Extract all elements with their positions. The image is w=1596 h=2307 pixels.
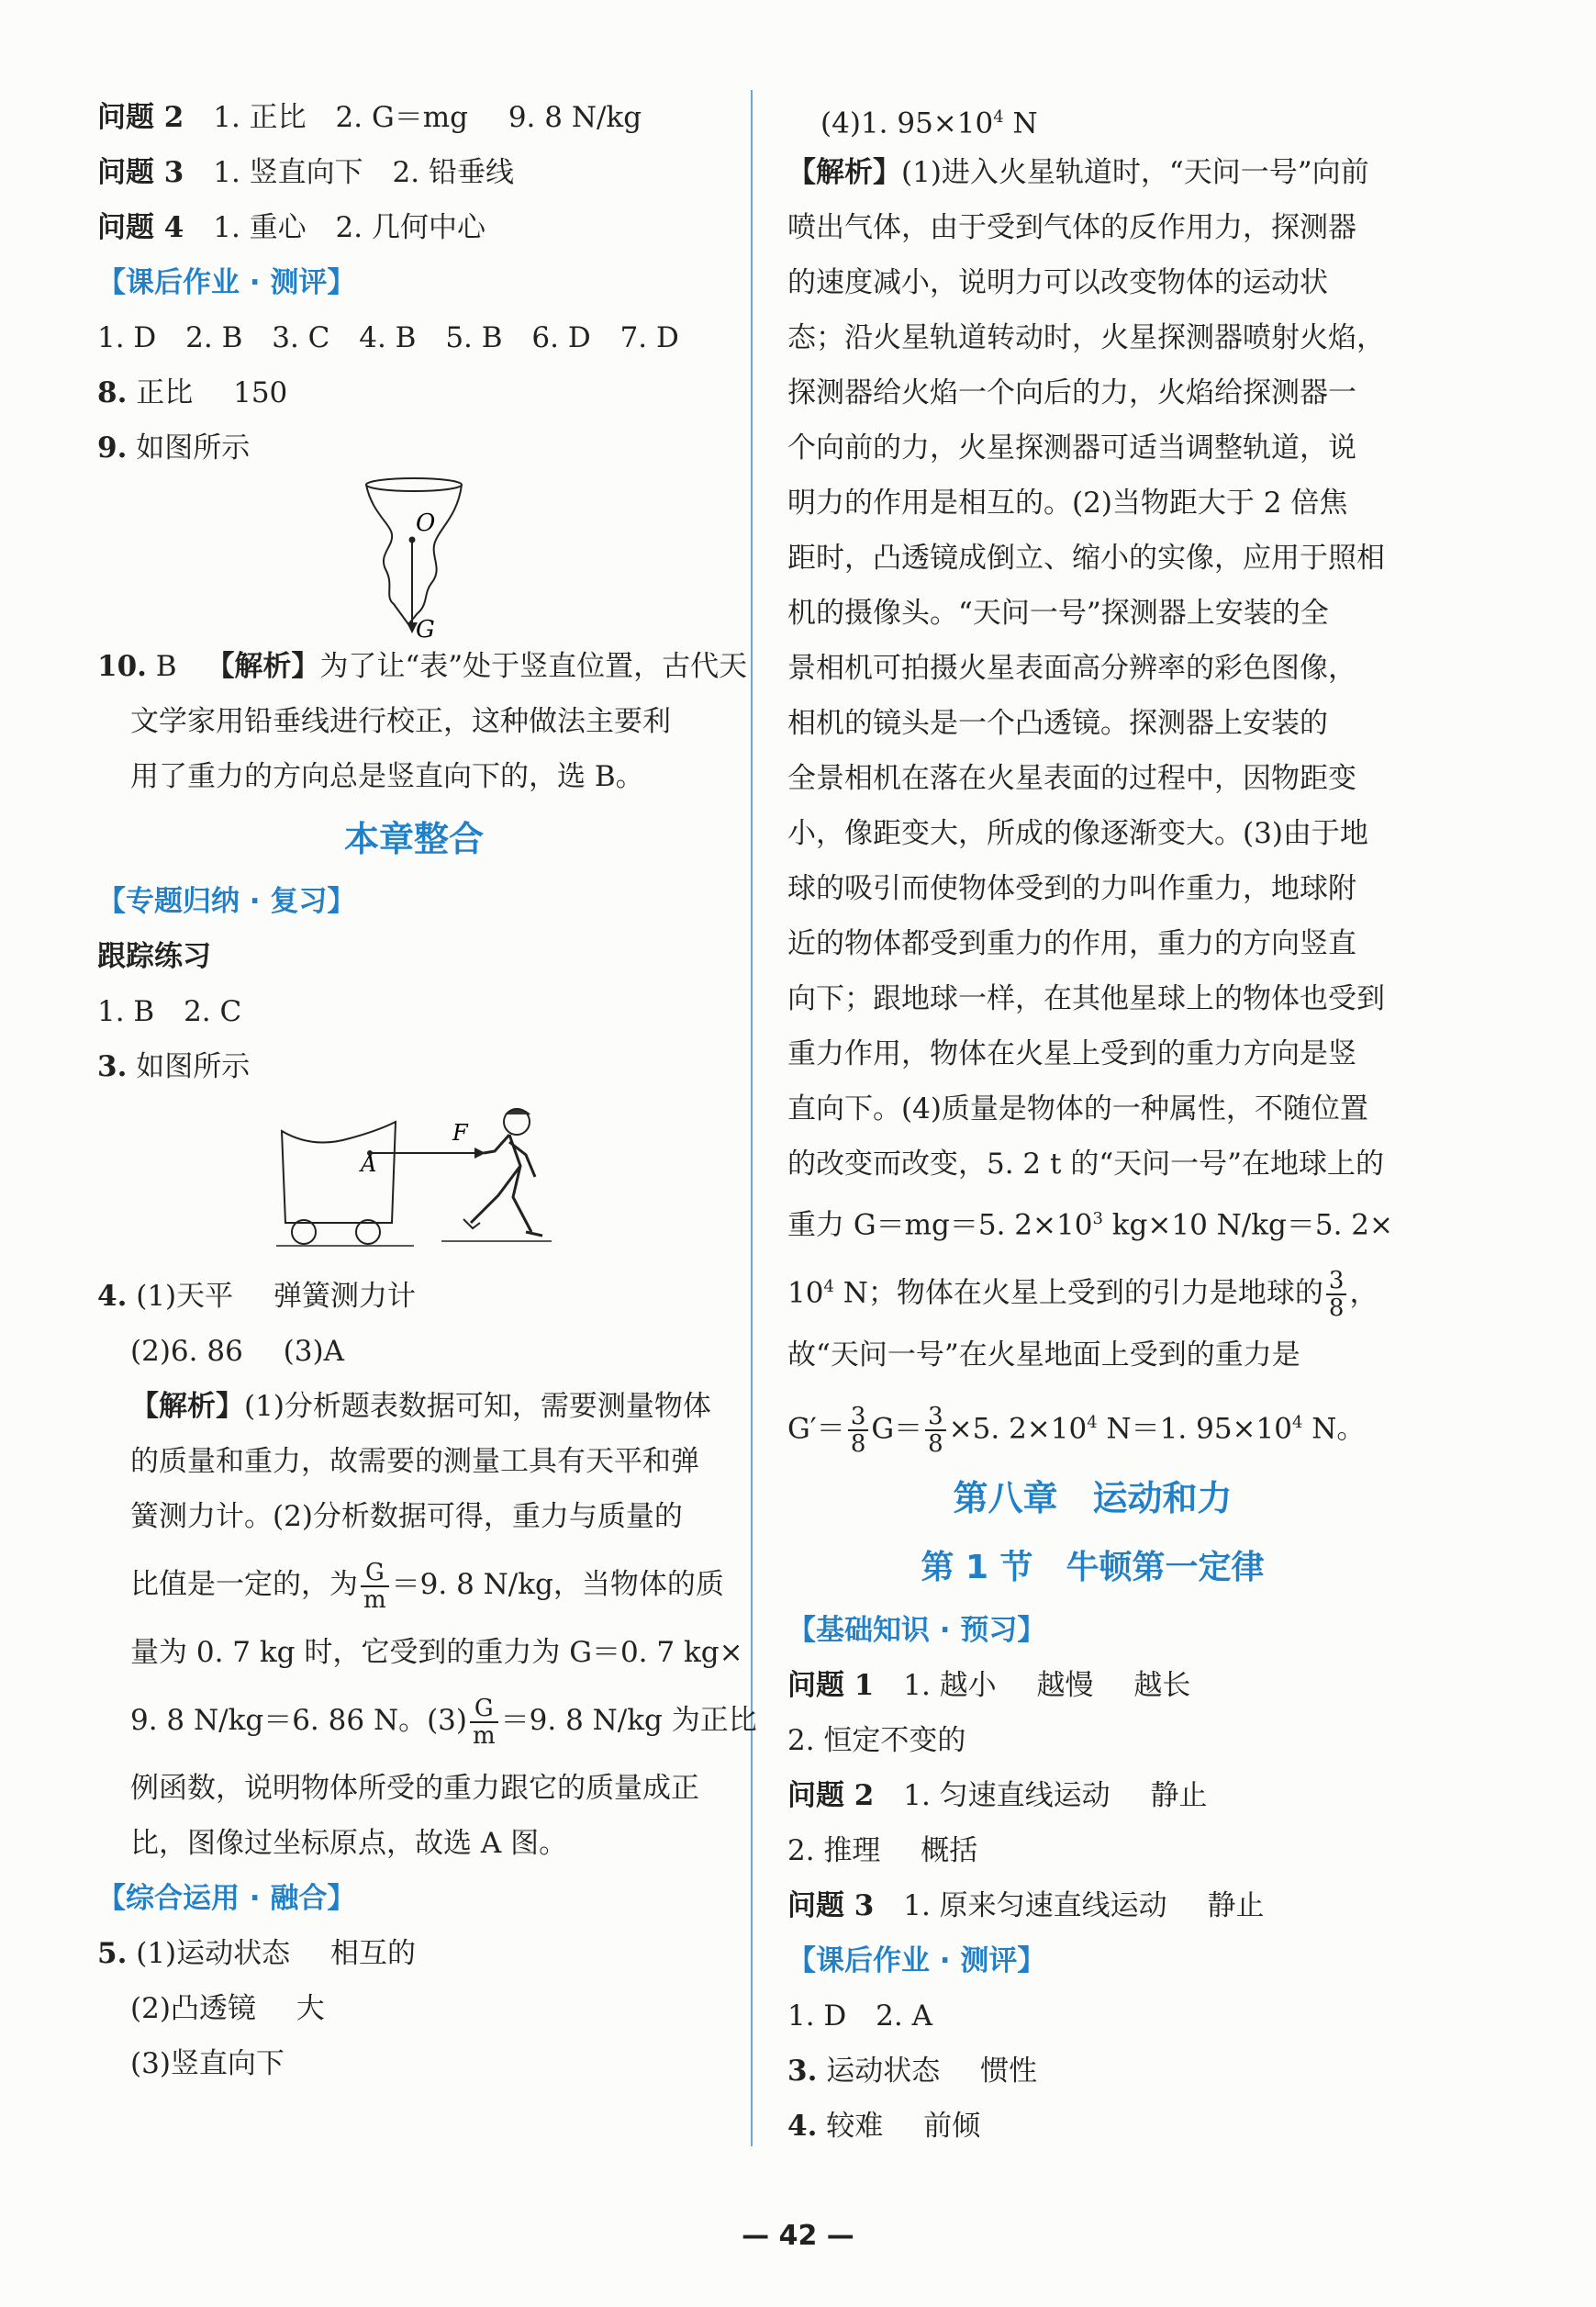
right-column <box>787 90 1398 2154</box>
plumb-figure <box>97 476 731 639</box>
plumb-bob-diagram <box>350 476 478 639</box>
answer-line: (2)6. 86 (3)A <box>130 1335 344 1368</box>
left-column <box>97 90 757 2091</box>
text-line: 文学家用铅垂线进行校正，这种做法主要利 <box>130 705 671 738</box>
text-line: 用了重力的方向总是竖直向下的，选 B。 <box>130 760 644 793</box>
text-line: 全景相机在落在火星表面的过程中，因物距变 <box>787 762 1356 795</box>
answer-line: 问题 3 1. 竖直向下 2. 铅垂线 <box>97 156 514 189</box>
text-line: 重力 G＝mg＝5. $2\times 10^3$ kg×10 N/kg＝5. 2× <box>787 1208 1393 1242</box>
section-title: 第 1 节 牛顿第一定律 <box>921 1549 1265 1586</box>
answer-line: 4. (1)天平 弹簧测力计 <box>97 1280 417 1313</box>
mc-answers: 1. D 2. B 3. C 4. B 5. B 6. D 7. D <box>97 321 679 354</box>
page-number: — 42 — <box>742 2220 854 2252</box>
text-line: 9. 8 N/kg＝6. 86 N。(3) $\frac{G}{m}$ ＝9. 8 N/kg 为正比 <box>130 1694 757 1750</box>
center-label: O <box>416 510 436 537</box>
answer-line: 8. 正比 150 <box>97 376 288 409</box>
text-line: 景相机可拍摄火星表面高分辨率的彩色图像， <box>787 652 1356 685</box>
text-line: 态；沿火星轨道转动时，火星探测器喷射火焰， <box>787 321 1385 354</box>
chapter-title: 第八章 运动和力 <box>953 1478 1233 1518</box>
section-bar: 【基础知识 · 预习】 <box>787 1614 1046 1647</box>
text-line: 故“天问一号”在火星地面上受到的重力是 <box>787 1338 1300 1372</box>
answer-line: (2)凸透镜 大 <box>130 1992 325 2025</box>
cart-figure <box>97 1094 731 1269</box>
text-line: 例函数，说明物体所受的重力跟它的质量成正 <box>130 1772 699 1805</box>
text-line: 【解析】(1)分析题表数据可知，需要测量物体 <box>130 1390 711 1423</box>
answer-line: (4)1. $95\times 10^4$ N <box>820 106 1038 140</box>
section-bar: 【课后作业 · 测评】 <box>787 1944 1046 1977</box>
text-line: 个向前的力，火星探测器可适当调整轨道，说 <box>787 431 1356 465</box>
text-line: 机的摄像头。“天问一号”探测器上安装的全 <box>787 597 1329 630</box>
text-line: 量为 0. 7 kg 时，它受到的重力为 G＝0. 7 kg× <box>130 1636 743 1669</box>
answer-line: 4. 较难 前倾 <box>787 2110 981 2143</box>
answer-line: 问题 2 1. 正比 2. G＝mg 9. 8 N/kg <box>97 101 642 134</box>
fraction: $\frac{G}{m}$ <box>361 1560 389 1613</box>
force-label: F <box>452 1120 468 1146</box>
fraction: $\frac{3}{8}$ <box>1326 1268 1347 1321</box>
answer-line: 问题 3 1. 原来匀速直线运动 静止 <box>787 1889 1265 1922</box>
text-line: 喷出气体，由于受到气体的反作用力，探测器 <box>787 211 1356 244</box>
answer-line: 问题 4 1. 重心 2. 几何中心 <box>97 211 485 244</box>
text-line: 比值是一定的，为 $\frac{G}{m}$ ＝9. 8 N/kg，当物体的质 <box>130 1558 724 1614</box>
section-bar: 【专题归纳 · 复习】 <box>97 885 356 918</box>
answer-line: 10. B 【解析】为了让“表”处于竖直位置，古代天 <box>97 650 748 683</box>
answer-line: 2. 推理 概括 <box>787 1834 978 1867</box>
text-line: $10^4$ N；物体在火星上受到的引力是地球的 $\frac{3}{8}$ ， <box>787 1266 1378 1322</box>
section-bar: 【综合运用 · 融合】 <box>97 1882 356 1915</box>
text-line: 的速度减小，说明力可以改变物体的运动状 <box>787 266 1328 299</box>
pulling-cart-diagram <box>276 1094 552 1250</box>
text-line: 的改变而改变，5. 2 t 的“天问一号”在地球上的 <box>787 1148 1385 1181</box>
answer-line: 3. 运动状态 惯性 <box>787 2055 1038 2088</box>
fraction: $\frac{3}{8}$ <box>925 1404 946 1457</box>
text-line: 向下；跟地球一样，在其他星球上的物体也受到 <box>787 982 1385 1015</box>
answer-line: 问题 2 1. 匀速直线运动 静止 <box>787 1779 1208 1812</box>
answer-line: 2. 恒定不变的 <box>787 1724 966 1757</box>
subheading: 跟踪练习 <box>97 940 211 973</box>
gravity-label: G <box>416 616 435 639</box>
fraction: $\frac{G}{m}$ <box>470 1696 498 1749</box>
text-line: 距时，凸透镜成倒立、缩小的实像，应用于照相 <box>787 542 1385 575</box>
text-line: 小，像距变大，所成的像逐渐变大。(3)由于地 <box>787 817 1368 850</box>
text-line: 簧测力计。(2)分析数据可得，重力与质量的 <box>130 1500 683 1533</box>
answer-line: 5. (1)运动状态 相互的 <box>97 1937 417 1970</box>
answer-line: 1. B 2. C <box>97 995 242 1028</box>
text-line: 的质量和重力，故需要的测量工具有天平和弹 <box>130 1445 699 1478</box>
point-label: A <box>361 1151 377 1177</box>
text-line: G′＝ $\frac{3}{8}$ G＝ $\frac{3}{8}$ ×5. $2\times 10^4$ N＝1. $95\times 10^4$ N。 <box>787 1402 1366 1458</box>
text-line: 直向下。(4)质量是物体的一种属性，不随位置 <box>787 1092 1368 1126</box>
text-line: 比，图像过坐标原点，故选 A 图。 <box>130 1827 568 1860</box>
chapter-summary-title: 本章整合 <box>343 819 484 859</box>
answer-line: (3)竖直向下 <box>130 2047 285 2080</box>
text-line: 球的吸引而使物体受到的力叫作重力，地球附 <box>787 872 1356 905</box>
answer-line: 问题 1 1. 越小 越慢 越长 <box>787 1669 1191 1702</box>
section-bar: 【课后作业 · 测评】 <box>97 266 356 299</box>
answer-line: 1. D 2. A <box>787 1999 932 2033</box>
fraction: $\frac{3}{8}$ <box>848 1404 869 1457</box>
answer-line: 9. 如图所示 <box>97 431 251 465</box>
text-line: 明力的作用是相互的。(2)当物距大于 2 倍焦 <box>787 487 1348 520</box>
text-line: 探测器给火焰一个向后的力，火焰给探测器一 <box>787 376 1356 409</box>
text-line: 近的物体都受到重力的作用，重力的方向竖直 <box>787 927 1356 960</box>
text-line: 相机的镜头是一个凸透镜。探测器上安装的 <box>787 707 1328 740</box>
text-line: 重力作用，物体在火星上受到的重力方向是竖 <box>787 1037 1356 1070</box>
column-divider <box>751 90 753 2146</box>
answer-line: 3. 如图所示 <box>97 1050 251 1083</box>
text-line: 【解析】(1)进入火星轨道时，“天问一号”向前 <box>787 156 1369 189</box>
